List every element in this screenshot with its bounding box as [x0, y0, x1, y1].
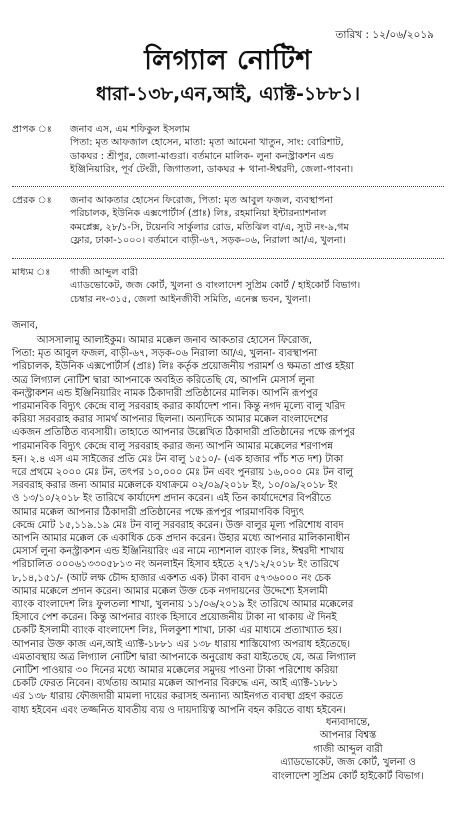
- notice-date: তারিখ : ১২/০৬/২০১৯: [335, 29, 434, 41]
- body-line: কনস্ট্রাকশন এন্ড ইঞ্জিনিয়ারিং নামক ঠিকাদারী প্রতিষ্ঠানের মালিক। আপনি রূপপুর: [12, 387, 318, 399]
- body-line: আসসালামু আলাইকুম। আমার মক্কেল জনাব আকতার হোসেন ফিরোজ,: [12, 335, 312, 346]
- via-block: [12, 266, 442, 306]
- body-line: সরবরাহ করার জন্য আমার মক্কেলকে যথাক্রমে ০২/০৯/২০১৮ ইং, ১০/০৯/২০১৮ ইং: [12, 480, 338, 492]
- notice-title: লিগ্যাল নোটিশ: [144, 45, 312, 76]
- sender-line: পরিচালক, ইউনিক এক্সপোর্টার্স (প্রাঃ) লিঃ, রহমানিয়া ইন্টারন্যাশনাল: [70, 208, 327, 220]
- body-line: আমার মক্কেলে প্রদান করেন। আমার মক্কেল উক্ত চেক নগদায়নের উদ্দেশ্যে ইসলামী: [12, 585, 328, 597]
- via-line: গাজী আব্দুল বারী: [70, 267, 138, 278]
- signatory-court: বাংলাদেশ সুপ্রিম কোর্ট হাইকোর্ট বিভাগ।: [272, 770, 424, 782]
- closing-line: ধন্যবাদান্তে,: [325, 717, 371, 728]
- body-line: পারমানবিক বিদ্যুৎ কেন্দ্রে বালু সরবরাহ করার জন্য আপনি আমার মক্কেলের শরণাপন্ন: [12, 440, 333, 452]
- via-line: এ্যাডভোকেট, জজ কোর্ট, খুলনা ও বাংলাদেশ সুপ্রিম কোর্ট / হাইকোর্ট বিভাগ।: [70, 280, 361, 292]
- salutation: জনাব,: [12, 320, 39, 331]
- body-line: চেকটি ইসলামী ব্যাংক বাংলাদেশ লিঃ, দিলকুশা শাখা, ঢাকা এর মাধ্যমে প্রত্যাখ্যাত হয়।: [12, 625, 342, 637]
- recipient-line: ডাকঘর : শ্রীপুর, জেলা-মাগুরা। বর্তমানে মালিক- লুনা কনস্ট্রাকশন এন্ড: [70, 150, 334, 162]
- notice-body: [12, 334, 442, 717]
- divider: [12, 258, 444, 259]
- body-line: দরে প্রথমে ২০০০ মেঃ টন, তৎপর ১০,০০০ মেঃ টন এবং পুনরায় ১৬,০০০ মেঃ টন বালু: [12, 467, 353, 479]
- body-line: আপনার উক্ত কাজ এন,আই এ্যাক্ট-১৮৮১ এর ১৩৮ ধারায় শাস্তিযোগ্য অপরাধ হইতেছে।: [12, 638, 351, 650]
- body-line: করিয়া সরবরাহ করার সামর্থ আপনার ছিলনা। অন্যদিকে আমার মক্কেল বাংলাদেশের: [12, 414, 329, 426]
- body-line: এমতাবস্থায় অত্র লিগ্যাল নোটিশ দ্বারা আপনাকে অনুরোধ করা যাইতেছে যে, অত্র লিগ্যাল: [12, 651, 356, 663]
- sender-line: জনাব আকতার হোসেন ফিরোজ, পিতা: মৃত আবুল ফজল, ব্যবস্থাপনা: [70, 195, 334, 206]
- body-line: হন। ২.৪ এস এম সাইজের প্রতি মেঃ টন বালু ১৫১০/- (এক হাজার পাঁচ শত দশ) টাকা: [12, 453, 344, 465]
- body-line: বাধ্য হইবেন এবং তজ্জনিত যাবতীয় ব্যয় ও দায়দায়িত্ব আপনি বহন করিতে বাধ্য হইবেন।: [12, 704, 346, 716]
- closing-block: [248, 716, 448, 783]
- body-line: পরিচালক, ইউনিক এক্সপোর্টার্স (প্রাঃ) লিঃ কর্তৃক প্রয়োজনীয় পরামর্শ ও ক্ষমতা প্রাপ্ত হইয়া: [12, 361, 354, 373]
- closing-line: আপনার বিশ্বস্ত: [319, 730, 377, 742]
- body-line: চেকটি ফেরত নিবেন। ব্যর্থতায় আমার মক্কেল আপনার বিরুদ্ধে এন, আই এ্যাক্ট-১৮৮১: [12, 678, 339, 690]
- body-line: আপনি আমার মক্কেল কে একাধিক চেক প্রদান করেন। উহার মধ্যে আপনার মালিকানাধীন: [12, 533, 350, 545]
- sender-block: [12, 194, 442, 248]
- sender-line: কমপ্লেক্স, ২৮/১-সি, টয়েনবি সার্কুলার রোড, মতিঝিল বা/এ, স্যুট নং-৯,গম: [70, 221, 349, 233]
- recipient-line: ইঞ্জিনিয়ারিং, পূর্ব টেংরী, জিগাতলা, ডাকঘর + থানা-ঈশ্বরদী, জেলা-পাবনা।: [70, 164, 354, 176]
- body-line: একজন প্রতিষ্ঠিত ব্যবসায়ী। তাহাতে আপনার উল্লেখিত ঠিকাদারী প্রতিষ্ঠানের পক্ষে রূপপুর: [12, 427, 355, 439]
- body-line: অত্র লিগ্যাল নোটিশ দ্বারা আপনাকে অবহিত করিতেছি যে, আপনি মেসার্স লুনা: [12, 374, 315, 386]
- body-line: এর ১৩৮ ধারায় ফৌজদারী মামলা দায়ের করাসহ অন্যান্য আইনগত ব্যবস্থা গ্রহণ করতে: [12, 691, 343, 703]
- sender-label: প্রেরক ঃ: [12, 195, 52, 206]
- recipient-line: পিতা: মৃত আফজাল হোসেন, মাতা: মৃতা আমেনা খাতুন, সাং: বোরিশাট,: [70, 137, 344, 149]
- body-line: ব্যাংক বাংলাদেশ লিঃ ফুলতলা শাখা, খুলনায় ১১/০৬/২০১৯ ইং তারিখে আমার মক্কেলের: [12, 599, 354, 611]
- body-line: ৮,১৪,১৫১/- (আট লক্ষ চৌদ্দ হাজার একশত এক) টাকা বাবদ ৫৭৩৬০০০ নং চেক: [12, 572, 331, 584]
- notice-section-reference: ধারা-১৩৮,এন,আই, এ্যাক্ট-১৮৮১।: [95, 83, 361, 105]
- recipient-line: জনাব এস, এম শফিকুল ইসলাম: [70, 124, 190, 135]
- recipient-label: প্রাপক ঃ: [12, 124, 52, 135]
- body-line: পরিচালিত ০০০৬১৩৩০৫৮১৩ নং অনলাইন হিসাব হইতে ২৭/১২/২০১৮ ইং তারিখে: [12, 559, 340, 571]
- divider: [12, 186, 444, 187]
- body-line: পারমানবিক বিদ্যুৎ কেন্দ্রে বালু সরবরাহ করার কার্যাদেশ পান। কিন্তু নগদ মূল্যে বালু খরিদ: [12, 401, 346, 413]
- signatory-name: গাজী আব্দুল বারী: [313, 743, 383, 755]
- signatory-designation: এ্যাডভোকেট, জজ কোর্ট, খুলনা ও: [280, 757, 416, 769]
- body-line: ও ১৩/১০/২০১৮ ইং তারিখে কার্যাদেশ প্রদান করেন। এই তিন কার্যাদেশের বিপরীতে: [12, 493, 331, 505]
- via-label: মাধ্যম ঃ: [12, 267, 51, 278]
- body-line: নোটিশ পাওয়ার ৩০ দিনের মধ্যে আমার মক্কেলের সমুদয় পাওনা টাকা পরিশোধ করিয়া: [12, 665, 339, 677]
- body-line: হিসাবে পেশ করেন। কিন্তু আপনার ব্যাংক হিসাবে প্রয়োজনীয় টাকা না থাকায় ঐ দিনই: [12, 612, 337, 624]
- body-line: কেন্দ্রে মোট ১৫,১১৯.১৯ মেঃ টন বালু সরবরাহ করেন। উক্ত বালুর মূল্য পরিশোধ বাবদ: [12, 519, 344, 531]
- recipient-block: [12, 123, 442, 177]
- body-line: মেসার্স লুনা কনস্ট্রাকশন এন্ড ইঞ্জিনিয়ারিং এর নামে ন্যাশনাল ব্যাংক লিঃ, ঈশ্বরদী শাখায়: [12, 546, 344, 558]
- body-line: আমার মক্কেল আপনার ঠিকাদারী প্রতিষ্ঠানের পক্ষে রূপপুর পারমাণবিক বিদ্যুৎ: [12, 506, 304, 518]
- via-line: চেম্বার নং-৩১৫, জেলা আইনজীবী সমিতি, এনেক্স ভবন, খুলনা।: [70, 293, 311, 305]
- body-line: পিতা: মৃত আবুল ফজল, বাড়ী-৬৭, সড়ক-০৬ নিরালা আ/এ, খুলনা- ব্যবস্থাপনা: [12, 348, 318, 360]
- sender-line: ফ্লোর, ঢাকা-১০০০। বর্তমানে বাড়ী-৬৭, সড়ক-০৬, নিরালা আ/এ, খুলনা।: [70, 235, 346, 247]
